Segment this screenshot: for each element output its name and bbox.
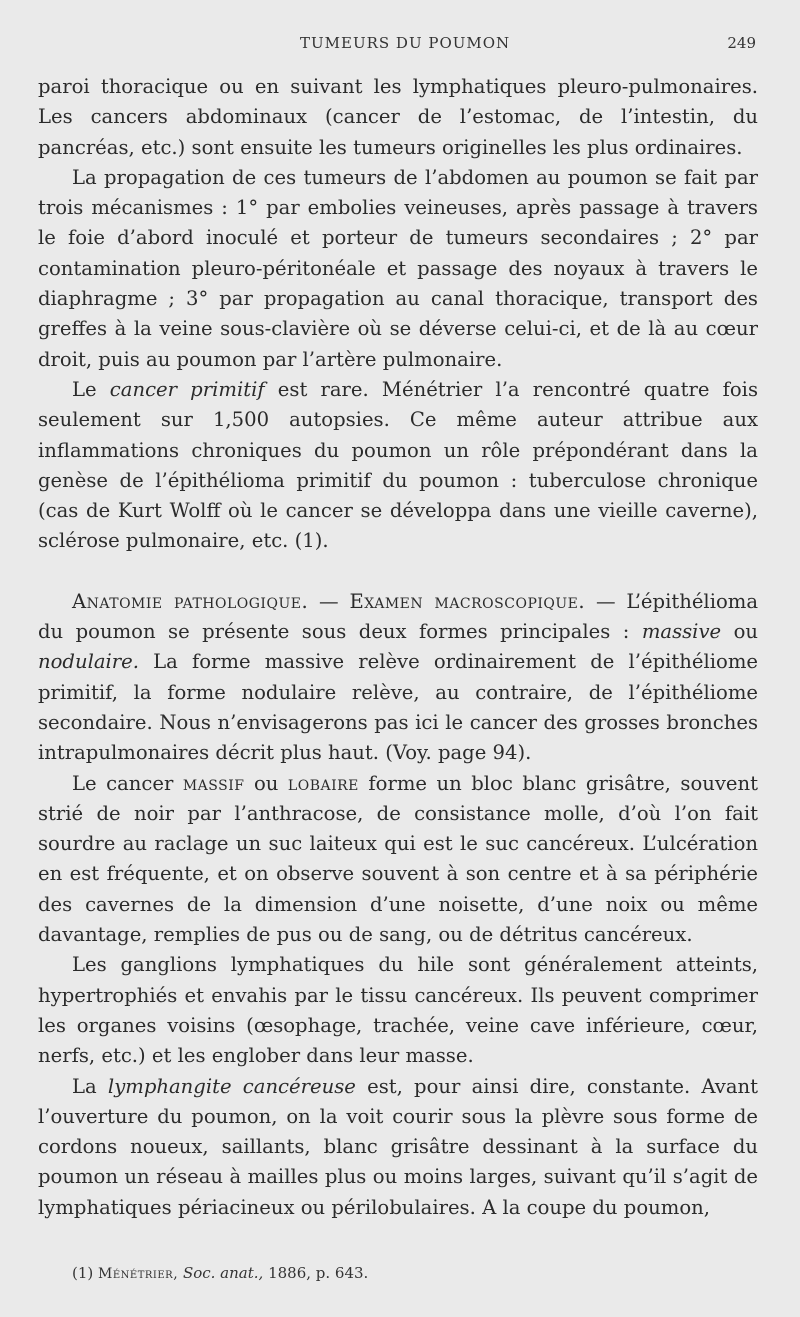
paragraph-lymphangite <box>38 1072 758 1223</box>
paragraph-cancer-massif <box>38 769 758 951</box>
em-dash: — <box>308 589 350 613</box>
subsection-heading: Examen macroscopique. <box>349 589 586 613</box>
paragraph-continuation <box>38 72 758 163</box>
italic-term: cancer primitif <box>109 377 265 401</box>
paragraph-text: est rare. Ménétrier l’a rencontré quatre fois seulement sur 1,500 autopsies. Ce même auteur attribue aux inflammations chroniques du poumon un rôle prépondérant dans la genèse de l’épithélioma primitif du poumon : tuberculose chronique (cas de Kurt Wolff où le cancer se développa dans une vieille caverne), sclérose pulmonaire, etc. (1). <box>38 377 759 553</box>
italic-term: nodulaire. <box>38 650 139 674</box>
paragraph-text: La forme massive relève ordinairement de l’épithéliome primitif, la forme nodulaire relève, au contraire, de l’épithéliome secondaire. Nous n’envisagerons pas ici le cancer des grosses bronches intrapulmonaires décrit plus haut. (Voy. page 94). <box>38 650 758 765</box>
paragraph-text: La propagation de ces tumeurs de l’abdomen au poumon se fait par trois mécanismes : 1° par embolies veineuses, après passage à travers le foie d’abord inoculé et porteur de tumeurs secondaires ; 2° par contamination pleuro-péritonéale et passage des noyaux à travers le diaphragme ; 3° par propagation au canal thoracique, transport des greffes à la veine sous-clavière où se déverse celui-ci, et de là au cœur droit, puis au poumon par l’artère pulmonaire. <box>38 165 758 371</box>
paragraph-text: paroi thoracique ou en suivant les lymphatiques pleuro-pulmonaires. Les cancers abdominaux (cancer de l’estomac, de l’intestin, du pancréas, etc.) sont ensuite les tumeurs originelles les plus ordinaires. <box>38 75 758 159</box>
running-title: TUMEURS DU POUMON <box>300 34 511 52</box>
page-number: 249 <box>727 34 756 52</box>
paragraph-text: Les ganglions lymphatiques du hile sont généralement atteints, hypertrophiés et envahis par le tissu cancéreux. Ils peuvent comprimer les organes voisins (œsophage, trachée, veine cave inférieure, cœur, nerfs, etc.) et les englober dans leur masse. <box>38 953 758 1068</box>
running-head <box>0 34 800 58</box>
footnote-marker: (1) <box>72 1264 94 1282</box>
paragraph-propagation <box>38 163 758 375</box>
footnote-reference: 1886, p. 643. <box>268 1264 369 1282</box>
footnote-author: Ménétrier, <box>98 1266 179 1282</box>
paragraph-lead: Le <box>72 377 97 401</box>
small-caps-term: lobaire <box>287 771 359 795</box>
footnote-journal: Soc. anat., <box>182 1264 264 1282</box>
italic-term: lymphangite cancéreuse <box>107 1074 356 1098</box>
paragraph-text: ou <box>253 771 279 795</box>
paragraph-text: forme un bloc blanc grisâtre, souvent strié de noir par l’anthracose, de consistance molle, d’où l’on fait sourdre au raclage un suc laiteux qui est le suc cancéreux. L’ulcération en est fréquente, et on observe souvent à son centre et à sa périphérie des cavernes de la dimension d’une noisette, d’une noix ou même davantage, remplies de pus ou de sang, ou de détritus cancéreux. <box>38 771 759 947</box>
body-text <box>38 72 758 1223</box>
paragraph-anatomie <box>38 587 758 769</box>
paragraph-cancer-primitif <box>38 375 758 557</box>
paragraph-text: ou <box>733 620 758 644</box>
em-dash: — <box>585 589 627 613</box>
section-heading: Anatomie pathologique. <box>72 589 309 613</box>
footnote <box>72 1264 368 1282</box>
small-caps-term: massif <box>182 771 245 795</box>
paragraph-text: L’épithélioma du poumon se présente sous deux formes principales : <box>38 589 759 644</box>
paragraph-text: est, pour ainsi dire, constante. Avant l’ouverture du poumon, on la voit courir sous la plèvre sous forme de cordons noueux, saillants, blanc grisâtre dessinant à la surface du poumon un réseau à mailles plus ou moins larges, suivant qu’il s’agit de lymphatiques périacineux ou périlobulaires. A la coupe du poumon, <box>38 1074 759 1219</box>
paragraph-lead: Le cancer <box>72 771 174 795</box>
paragraph-lead: La <box>72 1074 97 1098</box>
paragraph-ganglions <box>38 950 758 1071</box>
italic-term: massive <box>641 620 722 644</box>
